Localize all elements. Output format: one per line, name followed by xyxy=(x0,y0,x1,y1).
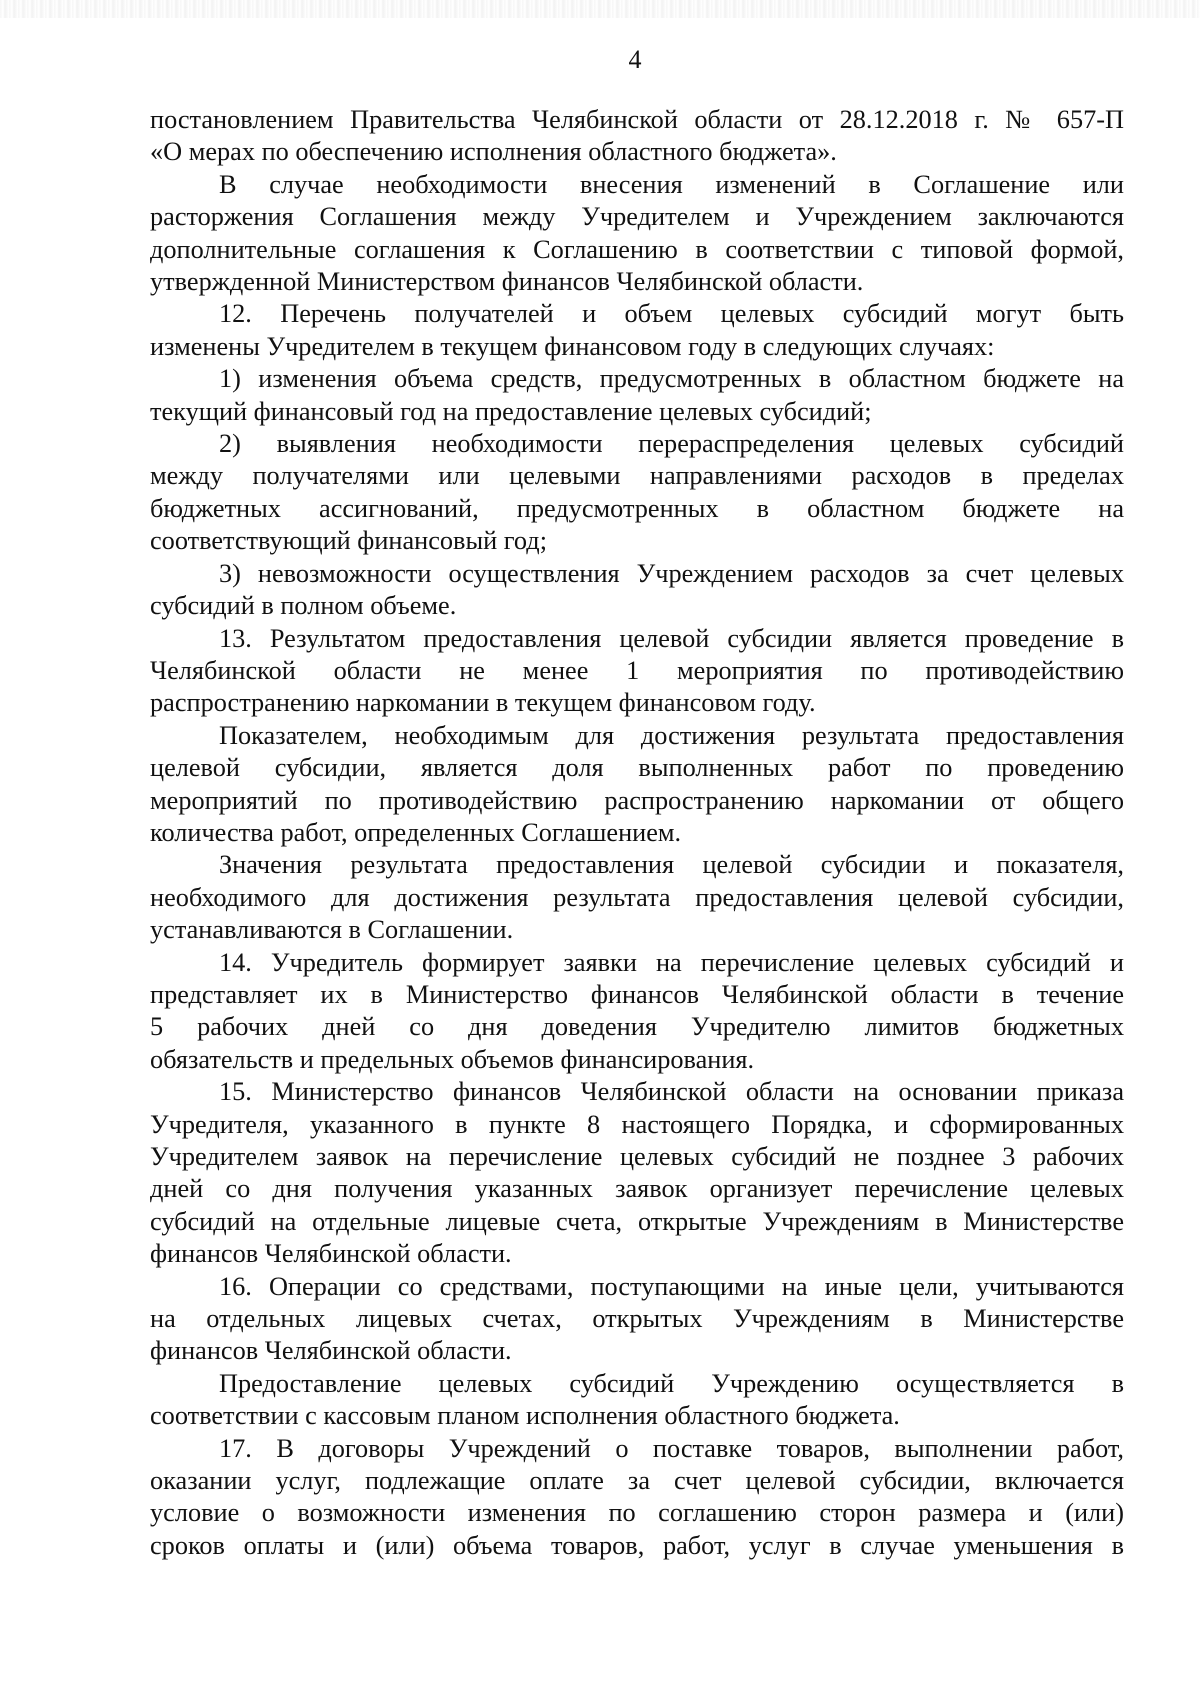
text-line: дней со дня получения указанных заявок организует перечисление целевых xyxy=(150,1174,1124,1204)
text-line: 16. Операции со средствами, поступающими на иные цели, учитываются xyxy=(219,1271,1124,1301)
text-line: необходимого для достижения результата предоставления целевой субсидии, xyxy=(150,882,1124,912)
text-line: финансов Челябинской области. xyxy=(150,1239,512,1269)
document-body xyxy=(150,104,1124,1562)
text-line: изменены Учредителем в текущем финансовом году в следующих случаях: xyxy=(150,331,995,361)
text-line: субсидий в полном объеме. xyxy=(150,591,457,621)
text-line: Предоставление целевых субсидий Учреждению осуществляется в xyxy=(219,1368,1124,1398)
text-line: постановлением Правительства Челябинской области от 28.12.2018 г. № 657-П xyxy=(150,105,1124,134)
text-line: 3) невозможности осуществления Учреждением расходов за счет целевых xyxy=(219,558,1124,588)
text-line: Учредителя, указанного в пункте 8 настоящего Порядка, и сформированных xyxy=(150,1109,1124,1139)
text-line: устанавливаются в Соглашении. xyxy=(150,915,514,945)
text-line: 13. Результатом предоставления целевой субсидии является проведение в xyxy=(219,623,1124,653)
text-line: на отдельных лицевых счетах, открытых Учреждениям в Министерстве xyxy=(150,1304,1124,1334)
text-line: 1) изменения объема средств, предусмотренных в областном бюджете на xyxy=(219,364,1124,394)
text-line: «О мерах по обеспечению исполнения областного бюджета». xyxy=(150,137,837,167)
text-line: 2) выявления необходимости перераспределения целевых субсидий xyxy=(219,429,1124,459)
text-line: количества работ, определенных Соглашением. xyxy=(150,817,682,847)
text-line: оказании услуг, подлежащие оплате за счет целевой субсидии, включается xyxy=(150,1466,1124,1496)
text-line: Показателем, необходимым для достижения результата предоставления xyxy=(219,720,1124,750)
text-line: условие о возможности изменения по соглашению сторон размера и (или) xyxy=(150,1498,1124,1528)
text-line: представляет их в Министерство финансов Челябинской области в течение xyxy=(150,979,1124,1009)
text-line: 5 рабочих дней со дня доведения Учредителю лимитов бюджетных xyxy=(150,1012,1124,1042)
text-line: В случае необходимости внесения изменений в Соглашение или xyxy=(219,169,1124,199)
text-line: соответствующий финансовый год; xyxy=(150,526,547,556)
text-line: утвержденной Министерством финансов Челябинской области. xyxy=(150,267,864,297)
text-line: 12. Перечень получателей и объем целевых субсидий могут быть xyxy=(219,299,1124,329)
text-line: распространению наркомании в текущем финансовом году. xyxy=(150,688,816,718)
text-line: Учредителем заявок на перечисление целевых субсидий не позднее 3 рабочих xyxy=(150,1142,1124,1171)
text-line: расторжения Соглашения между Учредителем и Учреждением заключаются xyxy=(150,202,1124,232)
page-number: 4 xyxy=(628,45,642,74)
text-line: соответствии с кассовым планом исполнения областного бюджета. xyxy=(150,1401,900,1431)
text-line: Значения результата предоставления целевой субсидии и показателя, xyxy=(219,850,1124,880)
text-line: 14. Учредитель формирует заявки на перечисление целевых субсидий и xyxy=(219,947,1124,977)
text-line: текущий финансовый год на предоставление целевых субсидий; xyxy=(150,396,872,426)
text-line: целевой субсидии, является доля выполненных работ по проведению xyxy=(150,753,1124,783)
text-line: 17. В договоры Учреждений о поставке товаров, выполнении работ, xyxy=(219,1433,1124,1463)
scan-edge xyxy=(0,0,1200,18)
text-line: мероприятий по противодействию распространению наркомании от общего xyxy=(150,785,1124,815)
text-line: субсидий на отдельные лицевые счета, открытые Учреждениям в Министерстве xyxy=(150,1206,1124,1236)
text-line: обязательств и предельных объемов финансирования. xyxy=(150,1044,755,1074)
text-line: бюджетных ассигнований, предусмотренных в областном бюджете на xyxy=(150,493,1124,523)
text-line: сроков оплаты и (или) объема товаров, работ, услуг в случае уменьшения в xyxy=(150,1530,1124,1560)
text-line: Челябинской области не менее 1 мероприятия по противодействию xyxy=(150,655,1124,685)
text-line: между получателями или целевыми направлениями расходов в пределах xyxy=(150,461,1124,491)
text-line: 15. Министерство финансов Челябинской области на основании приказа xyxy=(219,1077,1124,1107)
text-line: дополнительные соглашения к Соглашению в соответствии с типовой формой, xyxy=(150,234,1124,264)
text-line: финансов Челябинской области. xyxy=(150,1336,512,1366)
